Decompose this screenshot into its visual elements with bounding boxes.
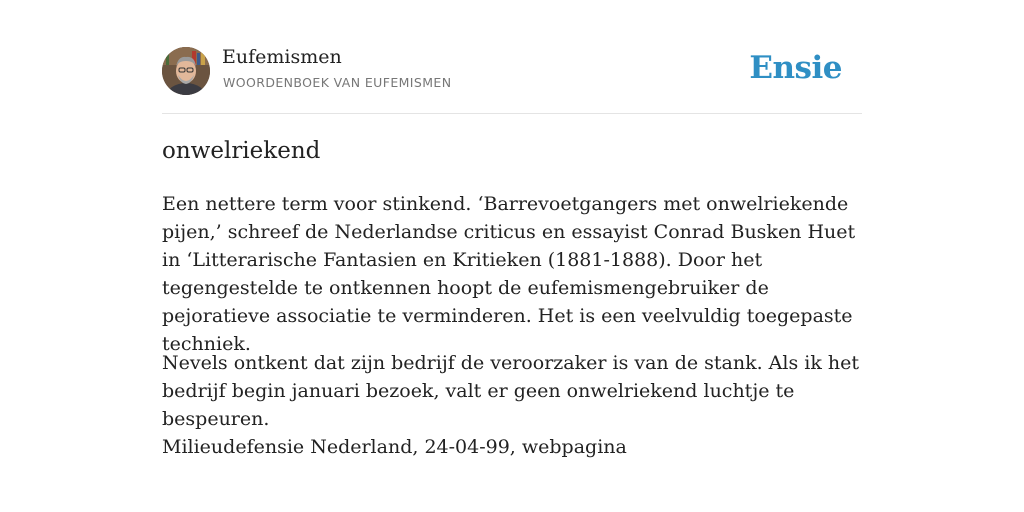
entry-title: onwelriekend [162,138,321,164]
header [162,0,862,114]
ensie-logo[interactable]: Ensie [749,50,842,86]
author-portrait-icon [162,47,210,95]
entry-source: Milieudefensie Nederland, 24-04-99, webpagina [162,436,627,458]
avatar[interactable] [162,47,210,95]
author-subtitle: WOORDENBOEK VAN EUFEMISMEN [223,75,452,90]
author-name[interactable]: Eufemismen [222,46,342,68]
page-container [162,0,862,458]
entry-definition: Een nettere term voor stinkend. ‘Barrevoetgangers met onwelriekende pijen,’ schreef de Nederlandse criticus en essayist Conrad Busken Huet in ‘Litterarische Fantasien en Kritieken (1881-1888). Door het tegengestelde te ontkennen hoopt de eufemismengebruiker de pejoratieve associatie te verminderen. Het is een veelvuldig toegepaste techniek. [162,193,856,355]
entry-example: Nevels ontkent dat zijn bedrijf de veroorzaker is van de stank. Als ik het bedrijf begin januari bezoek, valt er geen onwelriekend luchtje te bespeuren. [162,352,860,430]
